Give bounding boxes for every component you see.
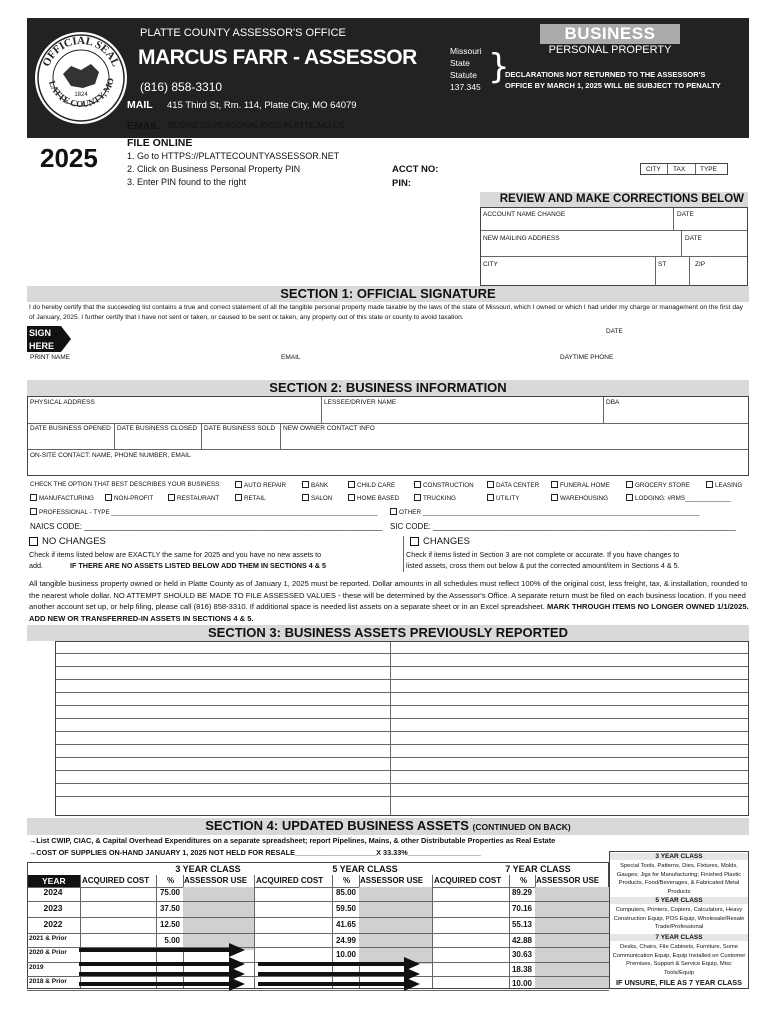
changes-label: CHANGES: [423, 536, 470, 547]
opt-bank[interactable]: BANK: [302, 481, 328, 490]
arrow-2019: [79, 972, 229, 976]
st-label: ST: [658, 261, 667, 268]
changes-text2: listed assets, cross them out below & put the corrected amount/item in Sections 4 & 5.: [406, 561, 680, 570]
corrections-box: [480, 207, 748, 286]
legend-3-header: 3 YEAR CLASS: [610, 853, 748, 860]
legend-7-text: Desks, Chairs, File Cabinets, Furniture, Some Communication Equip, Equip Installed on Customer Premises, Support & Service Equip, Misc Tools/Equip: [612, 944, 746, 976]
sign-label: SIGN: [29, 328, 52, 338]
row-divider: [27, 917, 609, 918]
arrow-2021: [79, 948, 229, 952]
office-name: PLATTE COUNTY ASSESSOR'S OFFICE: [140, 27, 346, 39]
business-info-box: [27, 396, 749, 476]
acq-header-7: ACQUIRED COST: [434, 876, 502, 885]
opt-restaurant[interactable]: RESTAURANT: [168, 494, 219, 503]
date-label-2: DATE: [685, 235, 702, 242]
percent-cell: 42.88: [511, 936, 532, 945]
opt-retail[interactable]: RETAIL: [235, 494, 266, 503]
filing-notice: All tangible business property owned or held in Platte County as of January 1, 2025 must be reported. Dollar amounts in all schedules must reflect 100% of the original cost, less freight, tax, & installation, rounded to the nearest whole dollar. NO ATTEMPT SHOULD BE MADE TO FILE ASSESSED VALUES - these will be determined by the Assessor's Office. A separate return must be filed on each business location. If you need another account set up, or help filing, please call (816) 858-3310. If additional space is needed list assets on a separate sheet or in an Excel spreadsheet. MARK THROUGH ITEMS NO LONGER OWNED 1/1/2025. ADD NEW OR TRANSFERRED-IN ASSETS IN SECTIONS 4 & 5.: [29, 579, 749, 623]
percent-cell: 5.00: [164, 936, 180, 945]
sold-label: DATE BUSINESS SOLD: [204, 425, 276, 432]
assessor-name: MARCUS FARR - ASSESSOR: [138, 46, 417, 69]
section4-title-bar: SECTION 4: UPDATED BUSINESS ASSETS (CONTINUED ON BACK): [27, 818, 749, 835]
year-cell: 2021 & Prior: [29, 935, 67, 942]
step-3: 3. Enter PIN found to the right: [127, 177, 247, 187]
changes-checkbox[interactable]: [410, 537, 419, 546]
legend-7-header: 7 YEAR CLASS: [610, 934, 748, 941]
closed-label: DATE BUSINESS CLOSED: [117, 425, 198, 432]
percent-cell: 18.38: [511, 965, 532, 974]
section3-title: SECTION 3: BUSINESS ASSETS PREVIOUSLY REPORTED: [27, 625, 749, 641]
pct-header-3: %: [167, 876, 175, 885]
section2-title: SECTION 2: BUSINESS INFORMATION: [27, 380, 749, 396]
opt-warehousing[interactable]: WAREHOUSING: [551, 494, 608, 503]
onsite-label: ON-SITE CONTACT: NAME, PHONE NUMBER, EMAIL: [30, 452, 191, 459]
percent-cell: 70.16: [511, 904, 532, 913]
opt-professional[interactable]: PROFESSIONAL - TYPE ____________________________________________________________________________: [30, 508, 378, 517]
seal-year: 1824: [74, 92, 88, 98]
percent-cell: 89.29: [511, 888, 532, 897]
warning-line1: DECLARATIONS NOT RETURNED TO THE ASSESSOR'S: [505, 70, 706, 79]
percent-cell: 85.00: [335, 888, 356, 897]
row-divider: [27, 976, 609, 977]
statute-text: Missouri State Statute 137.345: [450, 46, 482, 92]
sic-code[interactable]: SIC CODE: ____________________________________________________________________: [390, 522, 736, 531]
unsure-note: IF UNSURE, FILE AS 7 YEAR CLASS: [610, 978, 748, 987]
arrow-2020-b: [258, 962, 404, 966]
pct-header-7: %: [520, 876, 528, 885]
percent-cell: 10.00: [511, 979, 532, 988]
opt-lodging[interactable]: LODGING: #RMS_____________: [626, 494, 731, 503]
step-2: 2. Click on Business Personal Property PIN: [127, 164, 301, 174]
year-cell: 2019: [29, 964, 44, 971]
acq-header-3: ACQUIRED COST: [82, 876, 150, 885]
row-divider: [27, 933, 609, 934]
percent-cell: 75.00: [159, 888, 180, 897]
file-online-label: FILE ONLINE: [127, 137, 193, 149]
acq-header-5: ACQUIRED COST: [256, 876, 324, 885]
percent-cell: 30.63: [511, 950, 532, 959]
seal-top-text: OFFICIAL SEAL: [40, 34, 122, 69]
class5-header: 5 YEAR CLASS: [332, 864, 398, 874]
mail-label: MAIL: [127, 99, 153, 111]
percent-cell: 41.65: [335, 920, 356, 929]
opt-funeral-home[interactable]: FUNERAL HOME: [551, 481, 610, 490]
dba-label: DBA: [606, 399, 620, 406]
use-header-7: ASSESSOR USE: [536, 876, 600, 885]
official-seal: [33, 30, 129, 126]
ctt-city: CITY: [646, 166, 661, 173]
class3-header: 3 YEAR CLASS: [175, 864, 241, 874]
sig-email-label: EMAIL: [281, 354, 301, 361]
print-name-label: PRINT NAME: [30, 354, 70, 361]
arrowhead-2018: [229, 977, 245, 991]
row-divider: [27, 990, 609, 991]
physical-address-label: PHYSICAL ADDRESS: [30, 399, 95, 406]
acct-input[interactable]: [444, 162, 474, 174]
arrow-2018: [79, 982, 229, 986]
badge-business: BUSINESS: [540, 24, 680, 44]
no-changes-label: NO CHANGES: [42, 536, 106, 547]
step-1: 1. Go to HTTPS://PLATTECOUNTYASSESSOR.NET: [127, 151, 340, 161]
mail-address: 415 Third St, Rm. 114, Platte City, MO 64079: [167, 100, 357, 111]
zip-label: ZIP: [695, 261, 706, 268]
arrowhead-2018-b: [404, 977, 420, 991]
use-header-3: ASSESSOR USE: [184, 876, 248, 885]
percent-cell: 59.50: [335, 904, 356, 913]
opt-auto-repair[interactable]: AUTO REPAIR: [235, 481, 286, 490]
row-divider: [27, 901, 609, 902]
pct-header-5: %: [343, 876, 351, 885]
opt-data-center[interactable]: DATA CENTER: [487, 481, 539, 490]
no-changes-text3: IF THERE ARE NO ASSETS LISTED BELOW ADD THEM IN SECTIONS 4 & 5: [70, 561, 326, 570]
here-label: HERE: [29, 341, 55, 351]
section3-table: [55, 641, 749, 816]
use-header-5: ASSESSOR USE: [360, 876, 424, 885]
opt-manufacturing[interactable]: MANUFACTURING: [30, 494, 94, 503]
opt-leasing[interactable]: LEASING: [706, 481, 742, 490]
opened-label: DATE BUSINESS OPENED: [30, 425, 111, 432]
year-cell: 2018 & Prior: [29, 978, 67, 985]
arrowhead-2021: [229, 943, 245, 957]
section1-certification: I do hereby certify that the succeeding list contains a true and correct statement of all the tangible personal property made taxable by the laws of the state of Missouri, which I owned or which I had under my charge or management on the first day of January, 2025. I further certify that I have not sent or taken, or caused to be sent or taken, any property out of this state or county to avoid taxation.: [29, 304, 743, 321]
opt-grocery-store[interactable]: GROCERY STORE: [626, 481, 690, 490]
percent-cell: 37.50: [159, 904, 180, 913]
warning-line2: OFFICE BY MARCH 1, 2025 WILL BE SUBJECT TO PENALTY: [505, 81, 721, 90]
section4-line1: →List CWIP, CIAC, & Capital Overhead Expenditures on a separate spreadsheet; report Pipelines, Mains, & other Distributable Properties as Real Estate: [29, 836, 556, 845]
new-mailing-label: NEW MAILING ADDRESS: [483, 235, 560, 242]
email-address: BUSINESS.PERSONAL@CO.PLATTE.MO.US: [168, 120, 346, 130]
opt-construction[interactable]: CONSTRUCTION: [414, 481, 474, 490]
seal-bottom-text: LATTE COUNTY, MO: [46, 76, 116, 110]
percent-cell: 10.00: [335, 950, 356, 959]
pin-label: PIN:: [392, 178, 411, 189]
acct-name-change-label: ACCOUNT NAME CHANGE: [483, 211, 566, 218]
legend-3-text: Special Tools, Patterns, Dies, Fixtures, Molds, Gauges; Jigs for Manufacturing; Finished Plastic Products, Food/Beverages, & Fabricated Metal Products: [616, 863, 742, 895]
opt-utility[interactable]: UTILITY: [487, 494, 519, 503]
lessee-label: LESSEE/DRIVER NAME: [324, 399, 397, 406]
business-type-label: CHECK THE OPTION THAT BEST DESCRIBES YOUR BUSINESS:: [30, 481, 222, 488]
percent-cell: 24.99: [335, 936, 356, 945]
opt-trucking[interactable]: TRUCKING: [414, 494, 456, 503]
year-cell: 2022: [43, 919, 63, 929]
opt-salon[interactable]: SALON: [302, 494, 332, 503]
year-cell: 2023: [43, 903, 63, 913]
email-label: EMAIL: [127, 120, 160, 132]
class7-header: 7 YEAR CLASS: [505, 864, 571, 874]
year-cell: 2020 & Prior: [29, 949, 67, 956]
acct-label: ACCT NO:: [392, 164, 439, 175]
opt-home-based[interactable]: HOME BASED: [348, 494, 399, 503]
no-changes-text1: Check if items listed below are EXACTLY the same for 2025 and you have no new assets to: [29, 550, 322, 559]
sig-date-label: DATE: [606, 328, 623, 335]
opt-child-care[interactable]: CHILD CARE: [348, 481, 395, 490]
changes-divider: [403, 536, 404, 572]
naics-code[interactable]: NAICS CODE: ___________________________________________________________________: [30, 522, 383, 531]
percent-cell: 12.50: [159, 920, 180, 929]
class-legend: [609, 851, 749, 989]
new-owner-label: NEW OWNER CONTACT INFO: [283, 425, 375, 432]
no-changes-text2: add.: [29, 561, 43, 570]
ctt-type: TYPE: [700, 166, 717, 173]
date-label-1: DATE: [677, 211, 694, 218]
section1-title: SECTION 1: OFFICIAL SIGNATURE: [27, 286, 749, 302]
day-phone-label: DAYTIME PHONE: [560, 354, 614, 361]
legend-5-text: Computers, Printers, Copiers, Calculators, Heavy Construction Equip, POS Equip, Wholesale/Resale Trade/Professional: [613, 907, 745, 930]
percent-cell: 55.13: [511, 920, 532, 929]
brace-icon: }: [488, 47, 510, 87]
arrow-2018-b: [258, 982, 404, 986]
arrow-2019-b: [258, 972, 404, 976]
year-header: YEAR: [42, 876, 66, 886]
opt-non-profit[interactable]: NON-PROFIT: [105, 494, 153, 503]
signature-box[interactable]: [27, 326, 749, 380]
legend-5-header: 5 YEAR CLASS: [610, 897, 748, 904]
year-cell: 2024: [43, 887, 63, 897]
section4-line2: →COST OF SUPPLIES ON-HAND JANUARY 1, 2025 NOT HELD FOR RESALE____________________X 33.33%__________________: [29, 848, 481, 857]
arrow-2020-a: [79, 962, 229, 966]
badge-personal-property: PERSONAL PROPERTY: [548, 44, 672, 56]
corrections-title-bar: REVIEW AND MAKE CORRECTIONS BELOW: [480, 192, 748, 207]
office-phone: (816) 858-3310: [140, 80, 223, 94]
year-2025: 2025: [40, 143, 98, 173]
city-label: CITY: [483, 261, 498, 268]
opt-other[interactable]: OTHER _______________________________________________________________________________: [390, 508, 699, 517]
ctt-tax: TAX: [673, 166, 686, 173]
changes-text1: Check if items listed in Section 3 are not complete or accurate. If you have changes to: [406, 550, 680, 559]
no-changes-checkbox[interactable]: [29, 537, 38, 546]
ctt-box: [640, 163, 728, 175]
